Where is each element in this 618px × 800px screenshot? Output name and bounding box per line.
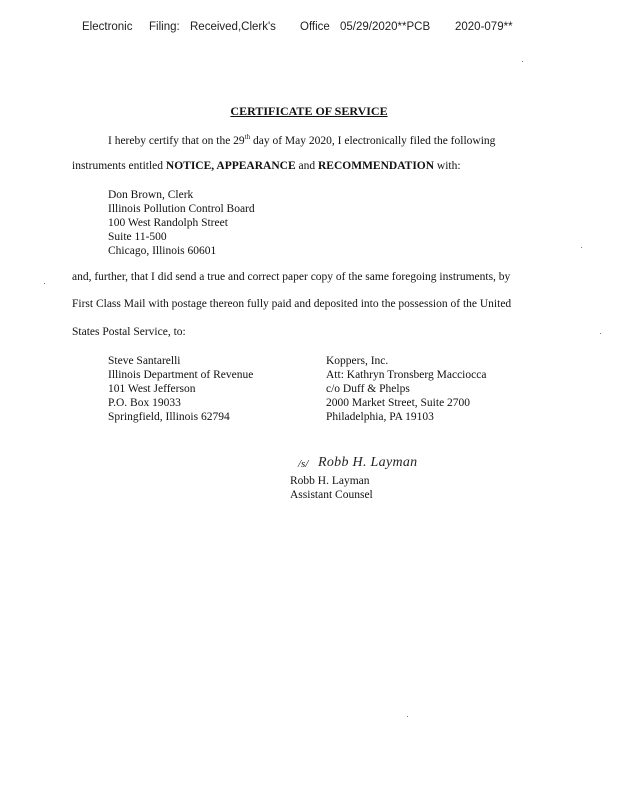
recipient-left-line: 101 West Jefferson bbox=[108, 383, 196, 395]
service-line-3: States Postal Service, to: bbox=[72, 326, 186, 338]
signature-script: Robb H. Layman bbox=[318, 455, 418, 470]
clerk-address-line: Illinois Pollution Control Board bbox=[108, 203, 255, 215]
service-line-2: First Class Mail with postage thereon fully paid and deposited into the possession of the United bbox=[72, 298, 512, 310]
header-office: Office bbox=[300, 21, 330, 33]
clerk-address-line: Chicago, Illinois 60601 bbox=[108, 245, 217, 257]
instruments-and: and bbox=[295, 160, 318, 172]
recipient-right-line: Koppers, Inc. bbox=[326, 355, 389, 367]
header-filing: Filing: bbox=[149, 21, 180, 33]
document-title: CERTIFICATE OF SERVICE bbox=[230, 104, 388, 118]
certify-text-pre: I hereby certify that on the 29 bbox=[108, 134, 245, 147]
scan-speck bbox=[600, 333, 601, 334]
recipient-right-line: Philadelphia, PA 19103 bbox=[326, 411, 434, 423]
scan-speck bbox=[581, 247, 582, 248]
clerk-address-line: Suite 11-500 bbox=[108, 231, 167, 243]
instruments-bold-2: RECOMMENDATION bbox=[317, 160, 435, 172]
header-date: 05/29/2020**PCB bbox=[340, 21, 431, 33]
certify-text-post: day of May 2020, I electronically filed the following bbox=[250, 134, 496, 147]
scan-speck bbox=[44, 283, 45, 284]
header-electronic: Electronic bbox=[82, 21, 133, 33]
recipient-left-line: Steve Santarelli bbox=[108, 355, 181, 367]
recipient-left-line: Springfield, Illinois 62794 bbox=[108, 411, 230, 423]
service-line-1: and, further, that I did send a true and correct paper copy of the same foregoing instruments, by bbox=[72, 271, 511, 283]
instruments-post: with: bbox=[434, 160, 461, 172]
header-received: Received,Clerk's bbox=[190, 21, 276, 33]
signer-name: Robb H. Layman bbox=[290, 475, 370, 487]
certify-line-1 bbox=[108, 133, 495, 147]
recipient-right-line: c/o Duff & Phelps bbox=[326, 383, 410, 395]
certify-superscript: th bbox=[244, 133, 251, 141]
clerk-address-block bbox=[108, 188, 255, 258]
signer-role: Assistant Counsel bbox=[290, 489, 373, 501]
recipient-left-line: Illinois Department of Revenue bbox=[108, 369, 254, 381]
recipient-left-line: P.O. Box 19033 bbox=[108, 397, 181, 409]
recipient-right-block bbox=[326, 354, 486, 424]
scan-speck bbox=[407, 716, 408, 717]
signature-prefix: /s/ bbox=[298, 458, 309, 470]
recipient-right-line: Att: Kathryn Tronsberg Macciocca bbox=[326, 369, 487, 381]
instruments-pre: instruments entitled bbox=[72, 160, 166, 172]
instruments-bold-1: NOTICE, APPEARANCE bbox=[165, 160, 296, 172]
signature-block bbox=[290, 474, 373, 502]
clerk-address-line: 100 West Randolph Street bbox=[108, 217, 228, 229]
clerk-address-line: Don Brown, Clerk bbox=[108, 189, 194, 201]
header-case-number: 2020-079** bbox=[455, 21, 513, 33]
recipient-right-line: 2000 Market Street, Suite 2700 bbox=[326, 397, 471, 409]
certify-line-2 bbox=[72, 160, 461, 172]
recipient-left-block bbox=[108, 354, 253, 424]
scan-speck bbox=[522, 61, 523, 62]
